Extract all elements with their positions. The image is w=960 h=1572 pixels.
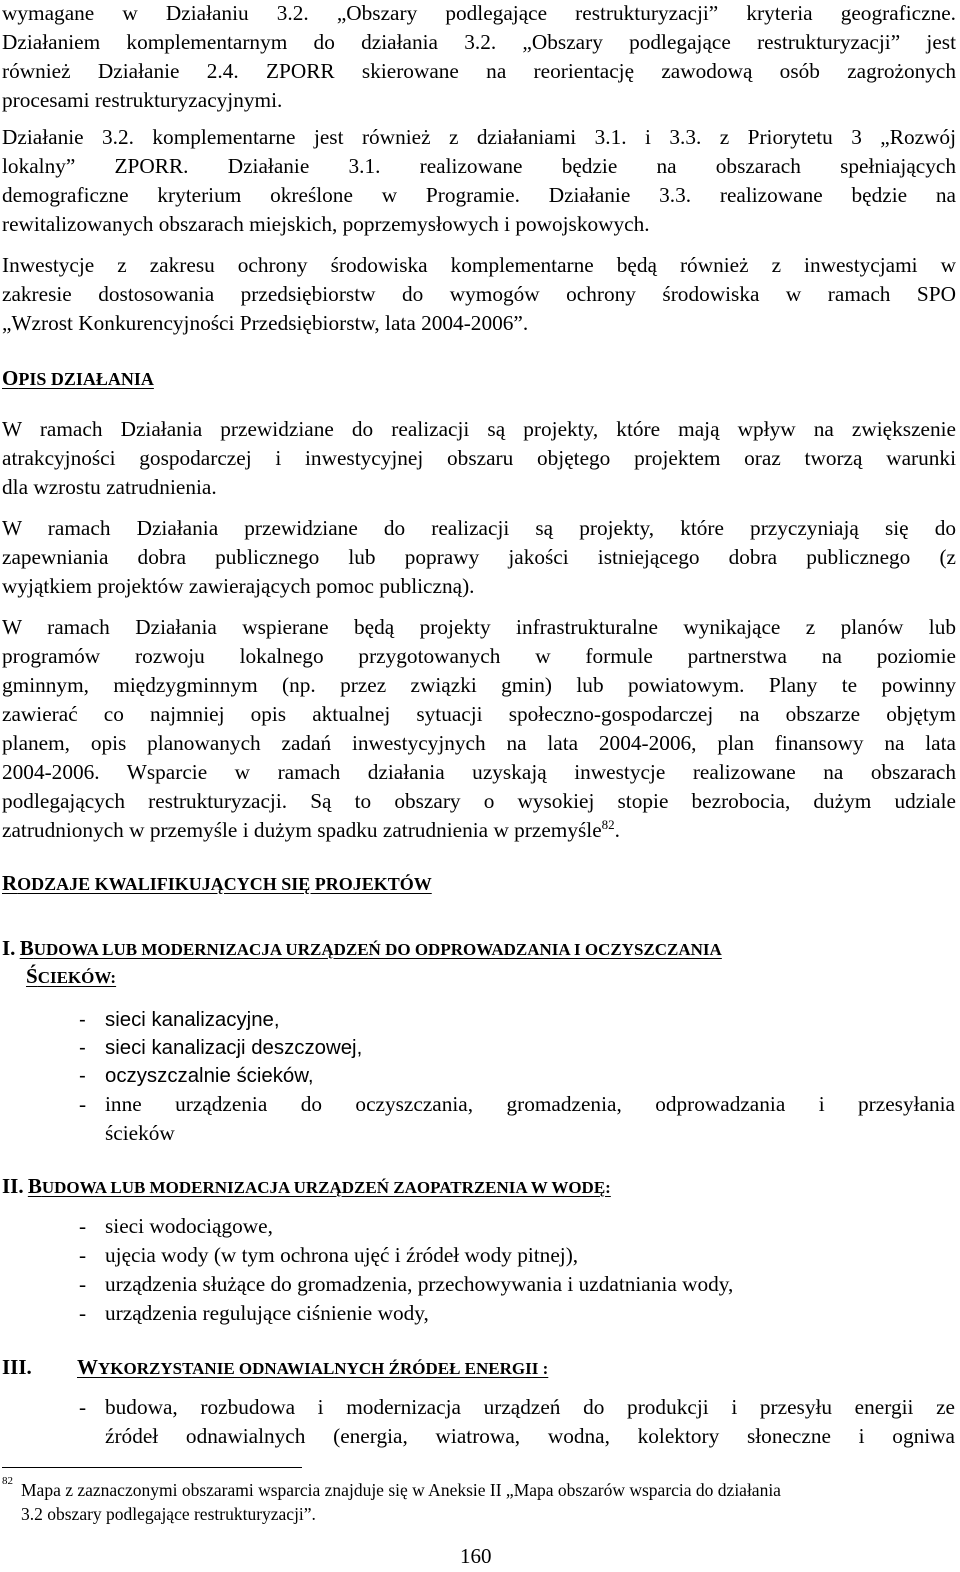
section-title-3: WYKORZYSTANIE ODNAWIALNYCH ŹRÓDEŁ ENERGII : — [77, 1355, 549, 1379]
footnote-reference[interactable]: 82 — [601, 816, 615, 832]
paragraph-line: wymagane w Działaniu 3.2. „Obszary podlegające restrukturyzacji” kryteria geograficzne. — [2, 1, 956, 25]
paragraph-line: atrakcyjności gospodarczej i inwestycyjnej obszaru objętego projektem oraz tworzą warunki — [2, 446, 956, 470]
paragraph-line: wyjątkiem projektów zawierających pomoc publiczną). — [2, 574, 475, 598]
page-number: 160 — [460, 1544, 492, 1568]
list-item: - inne urządzenia do oczyszczania, gromadzenia, odprowadzania i przesyłania — [79, 1092, 955, 1116]
footnote-mark: 82 — [2, 1475, 13, 1487]
footnote-text: Mapa z zaznaczonymi obszarami wsparcia znajduje się w Aneksie II „Mapa obszarów wsparcia do działania — [21, 1480, 781, 1500]
list-item: - urządzenia służące do gromadzenia, przechowywania i uzdatniania wody, — [79, 1272, 734, 1296]
paragraph-line: również Działanie 2.4. ZPORR skierowane na reorientację zawodową osób zagrożonych — [2, 59, 956, 83]
heading-opis-dzialania: OPIS DZIAŁANIA — [2, 366, 154, 390]
paragraph-line: podlegających restrukturyzacji. Są to obszary o wysokiej stopie bezrobocia, dużym udziale — [2, 789, 956, 813]
section-title-1: I. BUDOWA LUB MODERNIZACJA URZĄDZEŃ DO ODPROWADZANIA I OCZYSZCZANIA — [2, 936, 722, 960]
list-item: - urządzenia regulujące ciśnienie wody, — [79, 1301, 429, 1325]
paragraph-line: W ramach Działania wspierane będą projekty infrastrukturalne wynikające z planów lub — [2, 615, 956, 639]
paragraph-line: planem, opis planowanych zadań inwestycyjnych na lata 2004-2006, plan finansowy na lata — [2, 731, 956, 755]
paragraph-line: procesami restrukturyzacyjnymi. — [2, 88, 283, 112]
list-item: - sieci kanalizacyjne, — [79, 1009, 280, 1031]
section-numeral-3: III. — [2, 1355, 32, 1379]
paragraph-line: dla wzrostu zatrudnienia. — [2, 475, 217, 499]
paragraph-line: W ramach Działania przewidziane do realizacji są projekty, które mają wpływ na zwiększenie — [2, 417, 956, 441]
paragraph-line-text: zatrudnionych w przemyśle i dużym spadku zatrudnienia w przemyśle — [2, 818, 602, 842]
paragraph-line: rewitalizowanych obszarach miejskich, poprzemysłowych i powojskowych. — [2, 212, 650, 236]
paragraph-line: gminnym, międzygminnym (np. przez związki gmin) lub powiatowym. Plany te powinny — [2, 673, 956, 697]
paragraph-line: demograficzne kryterium określone w Programie. Działanie 3.3. realizowane będzie na — [2, 183, 956, 207]
footnote-separator — [2, 1467, 302, 1468]
paragraph-line: Działaniem komplementarnym do działania 3.2. „Obszary podlegające restrukturyzacji” jest — [2, 30, 956, 54]
paragraph-line — [2, 816, 956, 844]
paragraph-line: zakresie dostosowania przedsiębiorstw do wymogów ochrony środowiska w ramach SPO — [2, 282, 956, 306]
list-item-cont: źródeł odnawialnych (energia, wiatrowa, wodna, kolektory słoneczne i ogniwa — [105, 1424, 955, 1448]
paragraph-line-end: . — [614, 818, 620, 842]
paragraph-line: W ramach Działania przewidziane do realizacji są projekty, które przyczyniają się do — [2, 516, 956, 540]
heading-rodzaje-projektow: RODZAJE KWALIFIKUJĄCYCH SIĘ PROJEKTÓW — [2, 871, 432, 895]
paragraph-line: „Wzrost Konkurencyjności Przedsiębiorstw, lata 2004-2006”. — [2, 311, 529, 335]
list-item-cont: ścieków — [105, 1121, 175, 1145]
paragraph-line: zawierać co najmniej opis aktualnej sytuacji społeczno-gospodarczej na obszarze objętym — [2, 702, 956, 726]
list-item: - ujęcia wody (w tym ochrona ujęć i źródeł wody pitnej), — [79, 1243, 579, 1267]
paragraph-line: zapewniania dobra publicznego lub poprawy jakości istniejącego dobra publicznego (z — [2, 545, 956, 569]
paragraph-line: programów rozwoju lokalnego przygotowanych w formule partnerstwa na poziomie — [2, 644, 956, 668]
list-item: - budowa, rozbudowa i modernizacja urządzeń do produkcji i przesyłu energii ze — [79, 1395, 955, 1419]
section-title-1-cont: ŚCIEKÓW: — [26, 964, 117, 988]
paragraph-line: 2004-2006. Wsparcie w ramach działania uzyskają inwestycje realizowane na obszarach — [2, 760, 956, 784]
footnote-text-cont: 3.2 obszary podlegające restrukturyzacji”. — [21, 1504, 316, 1524]
section-title-2: II. BUDOWA LUB MODERNIZACJA URZĄDZEŃ ZAOPATRZENIA W WODĘ: — [2, 1174, 611, 1198]
list-item: - sieci wodociągowe, — [79, 1214, 273, 1238]
paragraph-line: Działanie 3.2. komplementarne jest również z działaniami 3.1. i 3.3. z Priorytetu 3 „Rozwój — [2, 125, 956, 149]
paragraph-line: Inwestycje z zakresu ochrony środowiska komplementarne będą również z inwestycjami w — [2, 253, 956, 277]
list-item: - oczyszczalnie ścieków, — [79, 1065, 314, 1087]
paragraph-line: lokalny” ZPORR. Działanie 3.1. realizowane będzie na obszarach spełniających — [2, 154, 956, 178]
list-item: - sieci kanalizacji deszczowej, — [79, 1037, 363, 1059]
